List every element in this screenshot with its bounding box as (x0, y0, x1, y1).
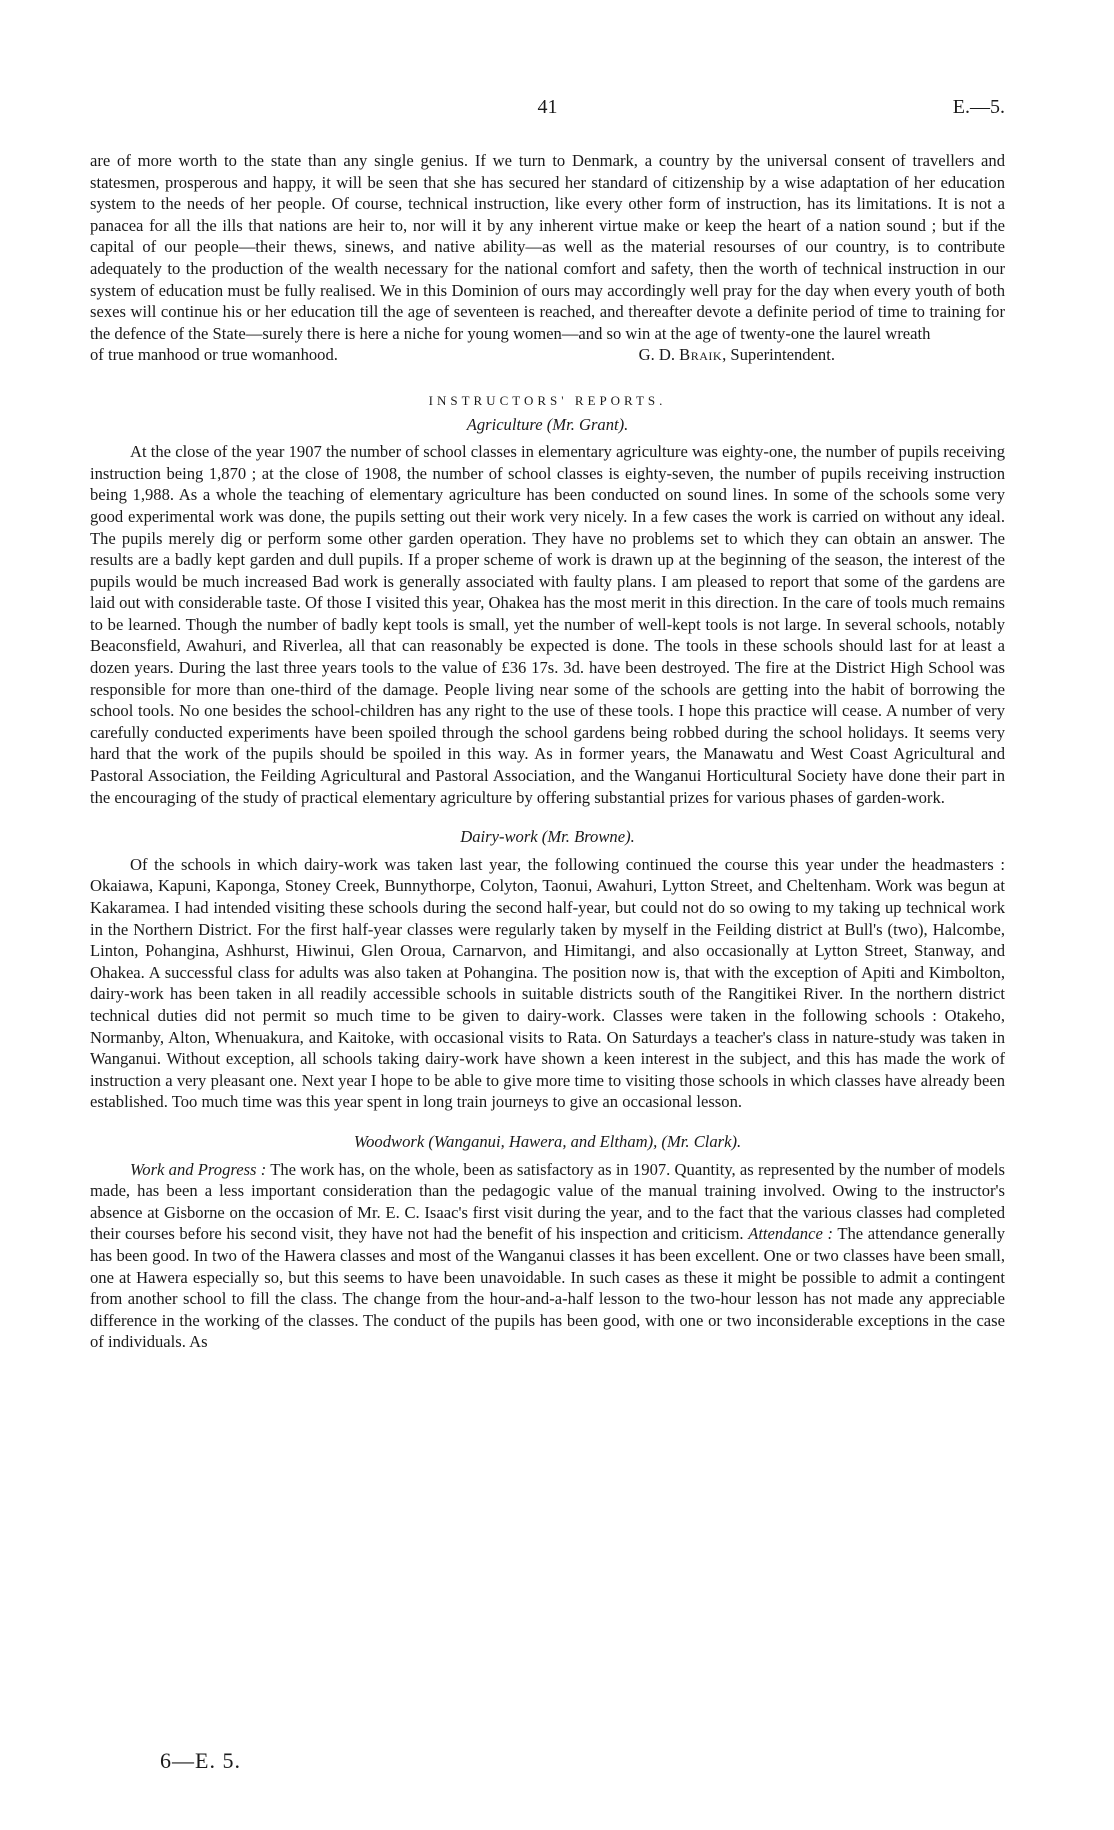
dairy-heading: Dairy-work (Mr. Browne). (460, 827, 635, 847)
footer-signature-mark: 6—E. 5. (160, 1748, 241, 1773)
superintendent-signature: G. D. Braik, Superintendent. (638, 345, 835, 365)
dairy-paragraph: Of the schools in which dairy-work was taken last year, the following continued the course this year under the headmasters : Okaiawa, Kapuni, Kaponga, Stoney Creek, Bunnythorpe, Colyton, Taonui, Awahuri, Lytton Street, and Cheltenham. Work was begun at Kakaramea. I had intended visiting these schools during the second half-year, but could not do so owing to my taking up technical work in the Northern District. For the first half-year classes were regularly taken by myself in the Feilding district at Bull's (two), Halcombe, Linton, Pohangina, Ashhurst, Hiwinui, Glen Oroua, Carnarvon, and Himitangi, and also occasionally at Lytton Street, Stanway, and Ohakea. A successful class for adults was also taken at Pohangina. The position now is, that with the exception of Apiti and Kimbolton, dairy-work has been taken in all readily accessible schools in suitable districts south of the Rangitikei River. In the northern district technical duties did not permit so much time to be given to dairy-work. Classes were taken in the following schools : Otakeho, Normanby, Alton, Whenuakura, and Kaitoke, with occasional visits to Rata. On Saturdays a teacher's class in nature-study was taken in Wanganui. Without exception, all schools taking dairy-work have shown a keen interest in the subject, and this has made the work of instruction a very pleasant one. Next year I hope to be able to give more time to visiting those schools in which classes have already been established. Too much time was this year spent in long train journeys to give an occasional lesson. (90, 854, 1005, 1112)
series-code: E.—5. (952, 96, 1005, 118)
agriculture-heading: Agriculture (Mr. Grant). (466, 414, 629, 434)
section-title: INSTRUCTORS' REPORTS. (428, 392, 667, 408)
page-header (90, 96, 1005, 124)
body-text (90, 150, 1005, 1353)
woodwork-progress-paragraph (90, 1159, 1005, 1353)
intro-closing: of true manhood or true womanhood. (90, 345, 338, 365)
progress-label: Work and Progress : (130, 1159, 267, 1179)
intro-paragraph: are of more worth to the state than any single genius. If we turn to Denmark, a country by the universal consent of travellers and statesmen, prosperous and happy, it will be seen that she has secured her standard of citizenship by a wise adaptation of her education system to the needs of her people. Of course, technical instruction, like every other form of instruction, has its limitations. It is not a panacea for all the ills that nations are heir to, nor will it by any inherent virtue make or keep the heart of a nation sound ; but if the capital of our people—their thews, sinews, and native ability—as well as the material resourses of our country, is to contribute adequately to the production of the wealth necessary for the national comfort and safety, then the worth of technical instruction in our system of education must be fully realised. We in this Dominion of ours may accordingly well pray for the day when every youth of both sexes will continue his or her education till the age of seventeen is reached, and thereafter devote a definite period of time to training for the defence of the State—surely there is here a niche for young women—and so win at the age of twenty-one the laurel wreath (90, 151, 1005, 343)
page-number: 41 (537, 96, 558, 118)
woodwork-heading: Woodwork (Wanganui, Hawera, and Eltham), (Mr. Clark). (353, 1131, 742, 1151)
signoff-line (90, 344, 1005, 366)
agriculture-paragraph: At the close of the year 1907 the number of school classes in elementary agriculture was eighty-one, the number of pupils receiving instruction being 1,870 ; at the close of 1908, the number of school classes is eighty-seven, the number of pupils receiving instruction being 1,988. As a whole the teaching of elementary agriculture has been conducted on sound lines. In some of the schools some very good experimental work was done, the pupils setting out their work very nicely. In a few cases the work is carried on without any ideal. The pupils merely dig or perform some other garden operation. They have no problems set to which they can obtain an answer. The results are a badly kept garden and dull pupils. If a proper scheme of work is drawn up at the beginning of the season, the interest of the pupils would be much increased Bad work is generally associated with faulty plans. I am pleased to report that some of the gardens are laid out with considerable taste. Of those I visited this year, Ohakea has the most merit in this direction. In the care of tools much remains to be learned. Though the number of badly kept tools is small, yet the number of well-kept tools is not large. In several schools, notably Beaconsfield, Awahuri, and Riverlea, all that can reasonably be expected is done. The tools in these schools should last for at least a dozen years. During the last three years tools to the value of £36 17s. 3d. have been destroyed. The fire at the District High School was responsible for more than one-third of the damage. People living near some of the schools are getting into the habit of borrowing the school tools. No one besides the school-children has any right to the use of these tools. I hope this practice will cease. A number of very carefully conducted experiments have been spoiled through the school gardens being robbed during the school holidays. It seems very hard that the work of the pupils should be spoiled in this way. As in former years, the Manawatu and West Coast Agricultural and Pastoral Association, the Feilding Agricultural and Pastoral Association, and the Wanganui Horticultural Society have done their part in the encouraging of the study of practical elementary agriculture by offering substantial prizes for various phases of garden-work. (90, 442, 1005, 807)
attendance-label: Attendance : (748, 1224, 833, 1244)
attendance-text: The attendance generally has been good. In two of the Hawera classes and most of the Wanganui classes it has been excellent. One or two classes have been small, one at Hawera especially so, but this seems to have been unavoidable. In such cases as these it might be possible to admit a contingent from another school to fill the class. The change from the hour-and-a-half lesson to the two-hour lesson has not made any appreciable difference in the working of the classes. The conduct of the pupils has been good, with one or two inconsiderable exceptions in the case of individuals. As (90, 1224, 1006, 1352)
progress-text: The work has, on the whole, been as satisfactory as in 1907. Quantity, as represented by the number of models made, has been a less important consideration than the pedagogic value of the manual training involved. Owing to the instructor's absence at Gisborne on the occasion of Mr. E. C. Isaac's first visit during the year, and to the fact that the various classes had completed their courses before his second visit, they have not had the benefit of his inspection and criticism. (90, 1159, 1005, 1244)
